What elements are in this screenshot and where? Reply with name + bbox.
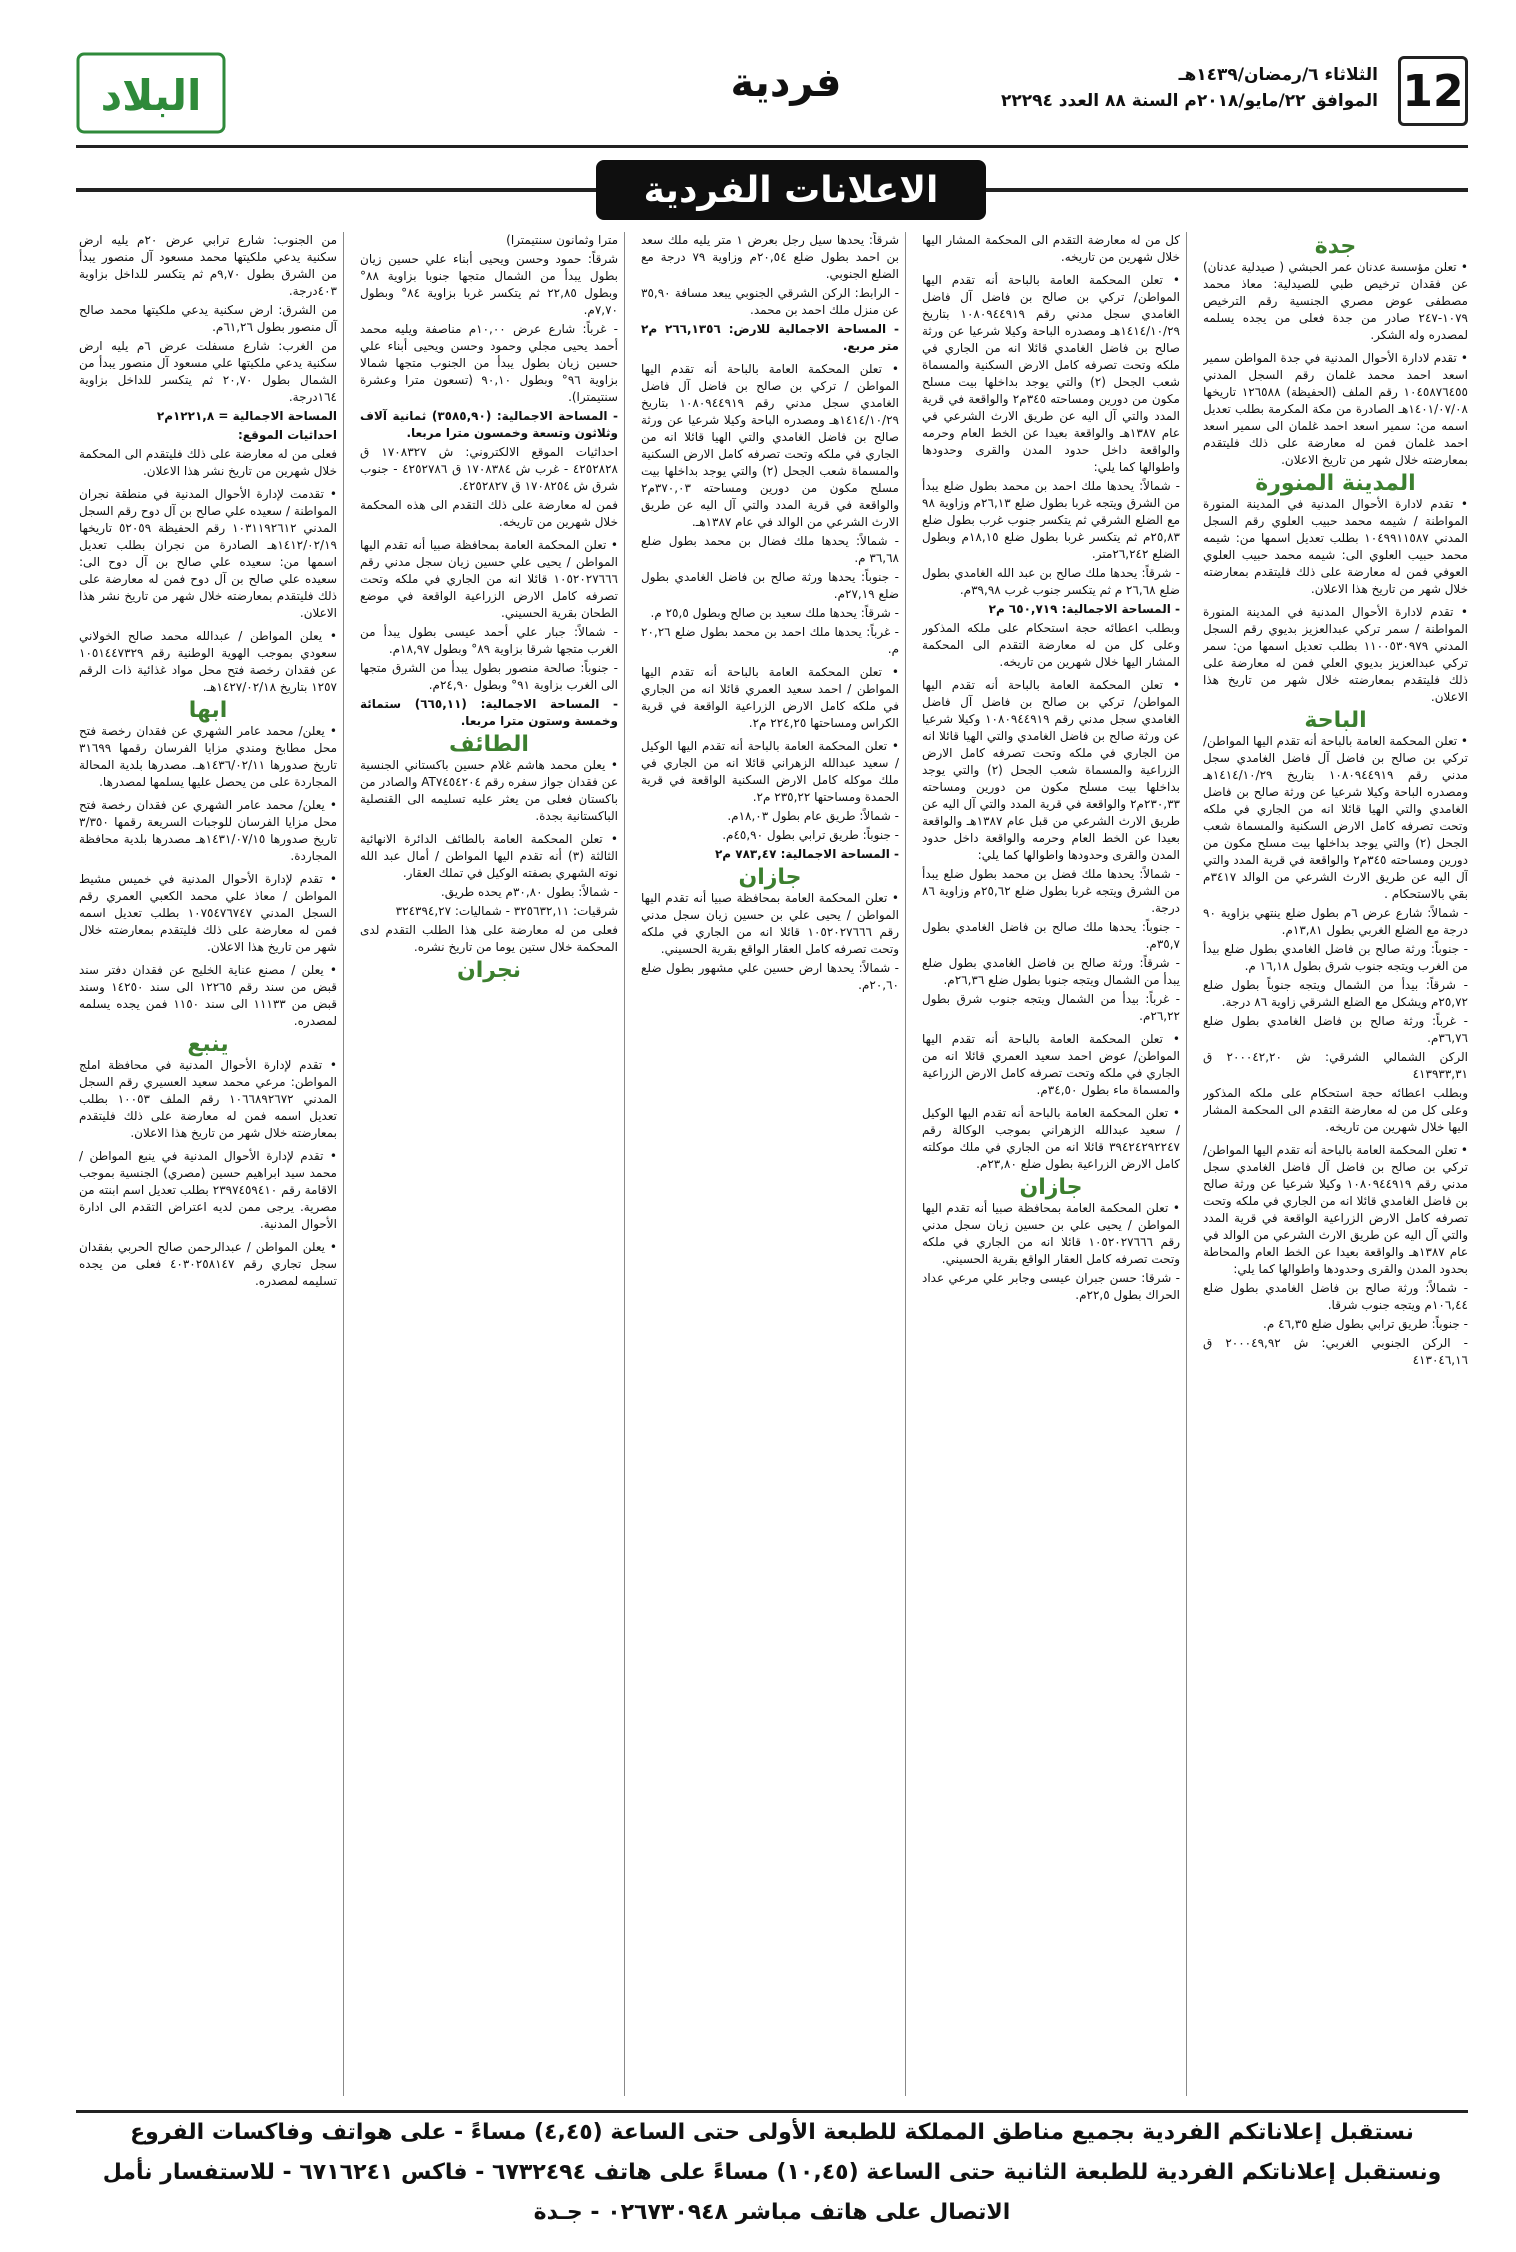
ad-text: - غرباً: شارع عرض ١٠,٠٠م مناصفة ويليه محمد أحمد يحيى مجلي وحمود وحسن ويحيى أبناء علي حسين زيان بطول يبدأ من الجنوب متجها شمالا بزاوية ٩٦° وبطول ٩٠,١٠ (تسعون مترا وعشرة سنتيمترا).: [360, 322, 619, 404]
ad-text: - جنوباً: صالحة منصور بطول يبدأ من الشرق متجها الى الغرب بزاوية ٩١° وبطول ٢٤,٩٠م.: [360, 661, 618, 692]
ad-text: • تقدمت لإدارة الأحوال المدنية في منطقة نجران المواطنة / سعيده علي صالح بن آل دوح رقم السجل المدني ١٠٣١١٩٢٦١٢ رقم الحفيظة ٥٢٠٥٩ تاريخها ١٤١٢/٠٢/١٩هـ الصادرة من نجران بطلب تعديل اسمها من: سعيده علي صالح بن آل دوح الى: سعيده علي صالح بن آل دوح فمن له معارضة على ذلك فليتقدم بمعارضته خلال شهر من تاريخ نشر هذا الاعلان.: [79, 487, 337, 620]
ad-coordinates-title: احداثيات الموقع:: [238, 428, 337, 442]
ad-item: [641, 664, 899, 732]
ad-text: - جنوباً: طريق ترابي بطول ضلع ٤٦,٣٥ م.: [1263, 1317, 1468, 1331]
ad-text: - شمالاً: يحدها ارض حسين علي مشهور بطول ضلع ٢٠,٦٠م.: [641, 961, 899, 992]
ad-text: - شمالاً: جبار علي أحمد عيسى بطول يبدأ من الغرب متجها شرقا بزاوية ٨٩° وبطول ١٨,٩٧م.: [360, 625, 618, 656]
ad-text: من الغرب: شارع مسفلت عرض ٦م يليه ارض سكنية يدعي ملكيتها علي مسعود آل منصور يبدأ من الشمال بطول ٢٠,٧٠ ثم يتكسر للداخل بزاوية ١٦٤درجة.: [79, 339, 337, 404]
ad-text: - شرقاً: يحدها ملك سعيد بن صالح وبطول ٢٥,٥ م.: [650, 606, 899, 620]
ad-text: من الجنوب: شارع ترابي عرض ٢٠م يليه ارض سكنية يدعي ملكيتها محمد مسعود آل منصور يبدأ من الشرق بطول ٩,٧٠م ثم يتكسر للداخل بزاوية ٤٠٣درجة.: [79, 233, 338, 298]
ad-item: [79, 1239, 337, 1290]
ad-item: [922, 1105, 1180, 1173]
ad-item: [79, 723, 337, 791]
ad-text: • يعلن / مصنع عناية الخليج عن فقدان دفتر سند قبض من سند رقم ١٢٢٦٥ الى سند ١٤٢٥٠ وسند قبض من ١١١٣٣ الى سند ١١٥٠ فمن يجده يسلمه لمصدره.: [79, 963, 337, 1028]
ad-item: [1203, 604, 1468, 706]
ad-coordinates: - الركن الجنوبي الغربي: ش ٢٠٠٠٤٩,٩٢ ق ٤١٣٠٤٦,١٦: [1203, 1336, 1468, 1367]
ad-text: - جنوباً: يحدها ورثة صالح بن فاضل الغامدي بطول ضلع ٢٧,١٩م.: [641, 570, 899, 601]
page-number: 12: [1398, 56, 1468, 126]
ad-area: - المساحة الاجمالية: (٦٦٥,١١) ستمائة وخمسة وستون مترا مربعا.: [360, 697, 618, 728]
logo-text: البلاد: [100, 71, 202, 120]
ad-text: - جنوباً: طريق ترابي بطول ٤٥,٩٠م.: [722, 828, 899, 842]
region-heading-jazan: جازان: [1019, 1175, 1083, 1200]
column-2: [922, 232, 1187, 2096]
ad-text: • تعلن المحكمة العامة بالباحة أنه تقدم اليها الوكيل / سعيد عبدالله الزهراني قائلا انه من الجاري في ملك موكله كامل الارض السكنية الواقعة في قرية الحمدة ومساحتها ٢٣٥,٢٢ م٢.: [641, 739, 899, 804]
footer-notice: [76, 2110, 1468, 2225]
ad-text: • تعلن المحكمة العامة بمحافظة صبيا أنه تقدم اليها المواطن / يحيى علي بن حسين زيان سجل مدني رقم ١٠٥٢٠٢٧٦٦٦ قائلا انه من الجاري في ملكه وتحت تصرفه كامل العقار الواقع بقرية الحسيني.: [922, 1201, 1180, 1266]
ad-item: [79, 871, 337, 956]
ad-item: [922, 1031, 1180, 1099]
ad-text: - شرقاً: ورثة صالح بن فاضل الغامدي بطول ضلع يبدأ من الشمال ويتجه جنوبا بطول ضلع ٢٦,٣٦م.: [922, 956, 1180, 987]
ad-text: فمن له معارضة على ذلك التقدم الى هذه المحكمة خلال شهرين من تاريخه.: [360, 498, 618, 529]
date-line: الثلاثاء ٦/رمضان/١٤٣٩هـ: [1178, 65, 1378, 85]
ad-text: • تعلن المحكمة العامة بالباحة أنه تقدم اليها المواطن/ تركي بن صالح بن فاضل آل فاضل الغامدي سجل مدني رقم ١٠٨٠٩٤٤٩١٩ بتاريخ ١٤١٤/١٠/٢٩هـ ومصدره الباحة وكيلا شرعيا عن ورثة صالح بن فاضل الغامدي والتي الهيا قائلا انه من الجاري في ملكه وتحت تصرفه كامل الارض السكنية والمسماة شعب الجحل (٢) والتي يوجد بداخلها بيت مسلح مكون من دورين ومساحته ٣٤٥م٢ والواقعة في قرية المدد والتي آل اليه عن طريق الارث الشرعي من الوالد ٣٤١٧م بقي بالاستحكام .: [1203, 734, 1468, 901]
ad-area: - المساحة الاجمالية: ٧٨٣,٤٧ م٢: [714, 847, 899, 861]
ad-text: • تعلن المحكمة العامة بالباحة أنه تقدم اليها المواطن/ تركي بن صالح بن فاضل آل فاضل الغامدي سجل مدني رقم ١٠٨٠٩٤٤٩١٩ وكيلا شرعيا عن ورثة صالح بن فاضل الغامدي قائلا انه من الجاري في ملكه وتحت تصرفه كامل الارض الزراعية الواقعة في قرية المدد والتي آل اليه عن طريق الارث الشرعي من الوالد في عام ١٣٨٧هـ والواقعة بعيدا عن الخط العام والمحاطة بحدود المدن والقرى وحدودها واطوالها كما يلي:: [1203, 1143, 1468, 1276]
column-5: [79, 232, 344, 2096]
ad-item: [360, 537, 618, 730]
footer-line-1: نستقبل إعلاناتكم الفردية بجميع مناطق المملكة للطبعة الأولى حتى الساعة (٤,٤٥) مساءً - على هواتف وفاكسات الفروع: [130, 2120, 1414, 2145]
ad-coordinates: احداثيات الموقع الالكتروني: ش ١٧٠٨٣٢٧ ق ٤٢٥٢٨٢٨ - غرب ش ١٧٠٨٣٨٤ ق ٤٢٥٢٧٨٦ - جنوب شرق ش ١٧٠٨٢٥٤ ق ٤٢٥٢٨٢٧.: [360, 445, 618, 493]
ad-text: • تعلن المحكمة العامة بالباحة أنه تقدم اليها الوكيل / سعيد عبدالله الزهراني بموجب الوكالة رقم ٣٩٤٢٤٢٩٢٢٤٧ قائلا انه من الجاري في ملك موكلته كامل الارض الزراعية بطول ضلع ٢٣,٨٠م.: [922, 1106, 1180, 1171]
newspaper-logo: [76, 48, 226, 138]
ad-text: - شرقاً: بيدأ من الشمال ويتجه جنوباً بطول ضلع ٢٥,٧٢م ويشكل مع الضلع الشرقي زاوية ٨٦ درجة.: [1203, 978, 1468, 1009]
masthead: [76, 48, 1468, 148]
ads-columns: [76, 232, 1468, 2096]
ad-text: - الرابط: الركن الشرقي الجنوبي يبعد مسافة ٣٥,٩٠ عن منزل ملك احمد بن محمد.: [641, 286, 899, 317]
ad-text: - شرقاً: يحدها ملك صالح بن عبد الله الغامدي بطول ضلع ٢٦,٦٨ م ثم يتكسر جنوب غرب ٣٩,٩٨م.: [922, 566, 1180, 597]
ad-text: فعلى من له معارضة على هذا الطلب التقدم لدى المحكمة خلال ستين يوما من تاريخ نشره.: [360, 923, 618, 954]
ad-text: - شمالاً: طريق عام بطول ١٨,٠٣م.: [727, 809, 899, 823]
ad-text: - غرباً: بيدأ من الشمال ويتجه جنوب شرق بطول ٢٦,٢٢م.: [922, 992, 1180, 1023]
banner-title: الاعلانات الفردية: [596, 160, 986, 220]
ad-text: من الشرق: ارض سكنية يدعي ملكيتها محمد صالح آل منصور بطول ٦١,٢٦م.: [79, 303, 337, 334]
region-heading-jazan-2: جازان: [738, 865, 802, 890]
ad-item: [360, 831, 618, 956]
footer-line-2: ونستقبل إعلاناتكم الفردية للطبعة الثانية حتى الساعة (١٠,٤٥) مساءً على هاتف ٦٧٣٢٤٩٤ - فاكس ٦٧١٦٢٤١ - للاستفسار نأمل الاتصال على هاتف مباشر ٠٢٦٧٣٠٩٤٨ - جـدة: [102, 2160, 1442, 2225]
ad-item: [641, 232, 899, 355]
ad-text: • يعلن محمد هاشم غلام حسين باكستاني الجنسية عن فقدان جواز سفره رقم AT٧٤٥٤٢٠٤ والصادر من باكستان فعلى من يعثر عليه تسليمه الى القنصلية الباكستانية بجدة.: [360, 758, 618, 823]
ad-item: [79, 1057, 337, 1142]
ad-text: - جنوباً: ورثة صالح بن فاضل الغامدي بطول ضلع بيدأ من الغرب ويتجه جنوب شرق بطول ١٦,١٨ م.: [1203, 942, 1468, 973]
ad-text: • تعلن مؤسسة عدنان عمر الحبشي ( صيدلية عدنان) عن فقدان ترخيص طبي للصيدلية: معاذ محمد مصطفى عوض مصري الجنسية رقم الترخيص ١٠٧٩-٢٤٧ صادر من جدة فعلى من يجده يسلمه لمصدره وله الشكر.: [1203, 260, 1468, 342]
ad-text: • تقدم لإدارة الأحوال المدنية في ينبع المواطن / محمد سيد ابراهيم حسين (مصري) الجنسية بموجب الاقامة رقم ٢٣٩٧٤٥٩٤١٠ بطلب تعديل اسم ابنته من مصرية. يرجى ممن لديه اعتراض التقدم الى ادارة الأحوال المدنية.: [79, 1149, 338, 1231]
ad-text: - جنوباً: يحدها ملك صالح بن فاضل الغامدي بطول ٣٥,٧م.: [922, 920, 1180, 951]
ad-area: - المساحة الاجمالية للارض: ٢٦٦,١٣٥٦ م٢ متر مربع.: [641, 322, 899, 353]
ad-text: • تعلن المحكمة العامة بالباحة أنه تقدم اليها المواطن / احمد سعيد العمري قائلا انه من الجاري في ملكه كامل الارض الزراعية الواقعة في قرية الكراس ومساحتها ٢٢٤,٢٥ م٢.: [641, 665, 899, 730]
ad-text: • تعلن المحكمة العامة بالباحة أنه تقدم اليها المواطن/ تركي بن صالح بن فاضل آل فاضل الغامدي سجل مدني رقم ١٠٨٠٩٤٤٩١٩ وكيلا شرعيا عن ورثة صالح بن فاضل الغامدي والتي الهيا قائلا انه من الجاري في ملكه وتحت تصرفه كامل الارض الزراعية والمسماة شعب الجحل (٢) والتي يوجد بداخلها بيت مسلح مكون من دورين ومساحته ٢٣٠,٣٣م٢ والواقعة في قرية المدد والتي آل اليه عن طريق الارث الشرعي من قبل عام ١٣٨٧هـ والواقعة بعيدا عن الخط العام وحرمه والواقعة داخل حدود المدن والقرى وحدودها واطوالها كما يلي:: [922, 678, 1180, 862]
region-heading-jeddah: جدة: [1314, 234, 1357, 259]
ad-text: • يعلن/ محمد عامر الشهري عن فقدان رخصة فتح محل مطابخ ومندي مزايا الفرسان رقمها ٣١٦٩٩ تاريخ صدورها ١٤٣٦/٠٢/١١هـ. مصدرها بلدية المحالة المجاردة على من يحصل عليها يسلمها لمصدرها.: [79, 724, 337, 789]
section-title: فردية: [730, 60, 842, 106]
column-3: [641, 232, 906, 2096]
ad-coordinates: الركن الشمالي الشرقي: ش ٢٠٠٠٤٢,٢٠ ق ٤١٣٩٣٣,٣١: [1203, 1050, 1468, 1081]
page-banner: [76, 160, 1468, 220]
ad-area: - المساحة الاجمالية: (٣٥٨٥,٩٠) ثمانية آلاف وثلاثون وتسعة وخمسون مترا مربعا.: [360, 409, 618, 440]
ad-text: - شمالاً: ورثة صالح بن فاضل الغامدي بطول ضلع ١٠٦,٤٤م ويتجه جنوب شرقا.: [1203, 1281, 1468, 1312]
ad-text: - شرقا: حسن جبران عيسى وجابر علي مرعي عداد الحراك بطول ٢٢,٥م.: [922, 1271, 1180, 1302]
region-heading-taif: الطائف: [449, 732, 529, 757]
ad-text: وبطلب اعطائه حجة استحكام على ملكه المذكور وعلى كل من له معارضة التقدم الى المحكمة المشار اليها خلال شهرين من تاريخه.: [922, 621, 1180, 669]
ad-text: • تقدم لادارة الأحوال المدنية في المدينة المنورة المواطنة / سمر تركي عبدالعزيز بديوي رقم السجل المدني ١١٠٠٥٣٠٩٧٩ بطلب تعديل اسمها من: سمر تركي عبدالعزيز بديوي العلي فمن له معارضة على ذلك فليتقدم بمعارضته خلال شهر من تاريخ هذا الاعلان.: [1203, 605, 1468, 704]
ad-text: • يعلن المواطن / عبدالله محمد صالح الخولاني سعودي بموجب الهوية الوطنية رقم ١٠٥١٤٤٧٣٢٩ عن فقدان رخصة فتح محل مواد غذائية ذات الرقم ١٢٥٧ بتاريخ ١٤٢٧/٠٢/١٨هـ.: [79, 629, 337, 694]
ad-text: كل من له معارضة التقدم الى المحكمة المشار اليها خلال شهرين من تاريخه.: [922, 233, 1180, 264]
ad-item: [79, 1148, 337, 1233]
ad-item: [1203, 733, 1468, 1136]
ad-text: شرقاً: حمود وحسن ويحيى أبناء علي حسين زيان بطول يبدأ من الشمال متجها جنوبا بزاوية ٨٨° وبطول ٢٢,٨٥ ثم يتكسر غربا بزاوية ٨٤° وبطول ٧,٧٠م.: [360, 252, 618, 317]
ad-item: [360, 232, 618, 531]
ad-item: [79, 232, 337, 480]
ad-text: • تعلن المحكمة العامة بالطائف الدائرة الانهائية الثالثة (٣) أنه تقدم اليها المواطن / أمال عبد الله نوته الشهري بصفته الوكيل في تملك العقار.: [360, 832, 618, 880]
ad-item: [79, 962, 337, 1030]
ad-item: [641, 361, 899, 658]
region-heading-madinah: المدينة المنورة: [1255, 471, 1416, 496]
ad-item: [1203, 259, 1468, 344]
ad-text: • تعلن المحكمة العامة بالباحة أنه تقدم اليها المواطن/ عوض احمد سعيد العمري قائلا انه من الجاري في ملكه وتحت تصرفه كامل الارض الزراعية والمسماة ماء بطول ٣٤,٥٠م.: [922, 1032, 1180, 1097]
ad-text: • تقدم لإدارة الأحوال المدنية في خميس مشيط المواطن / معاذ علي محمد الكعبي العمري رقم السجل المدني ١٠٧٥٤٧٦٧٤٧ بطلب تعديل اسمه فمن له معارضة على ذلك فليتقدم بمعارضته خلال شهر من تاريخ هذا الاعلان.: [79, 872, 337, 954]
ad-item: [922, 1200, 1180, 1304]
ad-text: - شمالاً: يحدها ملك فضال بن محمد بطول ضلع ٣٦,٦٨ م.: [641, 534, 899, 565]
ad-text: فعلى من له معارضة على ذلك فليتقدم الى المحكمة خلال شهرين من تاريخ نشر هذا الاعلان.: [79, 447, 337, 478]
ad-text: • تعلن المحكمة العامة بالباحة أنه تقدم اليها المواطن / تركي بن صالح بن فاضل آل فاضل الغامدي سجل مدني رقم ١٠٨٠٩٤٤٩١٩ بتاريخ ١٤١٤/١٠/٢٩هـ ومصدره الباحة وكيلا شرعيا عن ورثة صالح بن فاضل الغامدي والتي الهيا قائلا انه من الجاري في ملكه وتحت تصرفه كامل الارض السكنية والمسماة شعب الجحل (٢) والتي يوجد بداخلها بيت مسلح مكون من دورين ومساحته ٣٧٠,٠٣م٢ والواقعة في قرية المدد والتي آل اليه عن طريق الارث الشرعي من الوالد في عام ١٣٨٧هـ.: [641, 362, 899, 529]
ad-item: [922, 272, 1180, 671]
ad-text: • يعلن المواطن / عبدالرحمن صالح الحربي بفقدان سجل تجاري رقم ٤٠٣٠٢٥٨١٤٧ فعلى من يجده تسليمه لمصدره.: [79, 1240, 337, 1288]
ad-text: - شمالاً: بطول ٣٠,٨٠م يحده طريق.: [440, 885, 618, 899]
ad-text: وبطلب اعطائه حجة استحكام على ملكه المذكور وعلى كل من له معارضة التقدم الى المحكمة المشار اليها خلال شهرين من تاريخه.: [1203, 1086, 1468, 1134]
ad-text: • تقدم لادارة الأحوال المدنية في جدة المواطن سمير اسعد احمد محمد غلمان رقم السجل المدني ١٠٤٥٨٧٦٤٥٥ رقم الملف (الحفيظة) ١٢٦٥٨٨ تاريخها ١٤٠١/٠٧/٠٨هـ الصادرة من مكة المكرمة بطلب تعديل اسمه من: سمير اسعد احمد غلمان الى سمير اسعد احمد غلمان فمن له معارضة على ذلك فليتقدم بمعارضته خلال شهر من تاريخ الاعلان.: [1203, 351, 1468, 467]
ad-text: • تقدم لإدارة الأحوال المدنية في محافظة املج المواطن: مرعي محمد سعيد العسيري رقم السجل المدني ١٠٦٦٨٩٢٦٧٢ رقم الملف ١٠٠٥٣ بطلب تعديل اسمه فمن له معارضة على ذلك فليتقدم بمعارضته خلال شهر من تاريخ هذا الاعلان.: [79, 1058, 337, 1140]
ad-item: [1203, 496, 1468, 598]
ad-text: • تعلن المحكمة العامة بالباحة أنه تقدم اليها المواطن/ تركي بن صالح بن فاضل آل فاضل الغامدي سجل مدني رقم ١٠٨٠٩٤٤٩١٩ بتاريخ ١٤١٤/١٠/٢٩هـ ومصدره الباحة وكيلا شرعيا عن ورثة صالح بن فاضل الغامدي قائلا انه من الجاري في ملكه وتحت تصرفه كامل الارض السكنية والمسماة شعب الجحل (٢) والتي يوجد بداخلها بيت مسلح مكون من دورين ومساحته ٣٤٥م٢ والواقعة في قرية المدد والتي آل اليه عن طريق الارث الشرعي في عام ١٣٨٧هـ والواقعة بعيدا عن الخط العام وحرمه والواقعة داخل حدود المدن والقرى وحدودها واطوالها كما يلي:: [922, 273, 1181, 474]
ad-text: مترا وثمانون سنتيمترا): [506, 233, 618, 247]
region-heading-baha: الباحة: [1304, 708, 1367, 733]
ad-text: • تعلن المحكمة العامة بمحافظة صبيا أنه تقدم اليها المواطن / يحيى علي حسين زيان سجل مدني رقم ١٠٥٢٠٢٧٦٦٦ قائلا انه من الجاري في ملكه وتحت تصرفه كامل الارض الزراعية الواقعة في موضع الطحان بقرية الحسيني.: [360, 538, 618, 620]
column-1: [1203, 232, 1468, 2096]
ad-item: [1203, 1142, 1468, 1369]
ad-text: • يعلن/ محمد عامر الشهري عن فقدان رخصة فتح محل مزايا الفرسان للوجبات السريعة رقمها ٣/٣٥٠ تاريخ صدورها ١٤٣١/٠٧/١٥هـ مصدرها بلدية محافظة المجاردة.: [79, 798, 337, 863]
dateline: [1001, 62, 1378, 114]
ad-area: المساحة الاجمالية = ١٢٢١,٨م٢: [156, 409, 337, 423]
ad-item: [79, 797, 337, 865]
ad-text: - شمالاً: شارع عرض ٦م بطول ضلع ينتهي بزاوية ٩٠ درجة مع الضلع الغربي بطول ١٣,٨١م.: [1203, 906, 1468, 937]
ad-text: • تعلن المحكمة العامة بمحافظة صبيا أنه تقدم اليها المواطن / يحيى علي بن حسين زيان سجل مدني رقم ١٠٥٢٠٢٧٦٦٦ قائلا انه من الجاري في ملكه وتحت تصرفه كامل العقار الواقع بقرية الحسيني.: [641, 891, 899, 956]
region-heading-abha: ابها: [188, 698, 228, 723]
ad-item: [922, 232, 1180, 266]
ad-text: - غرباً: يحدها ملك احمد بن محمد بطول ضلع ٢٠,٢٦ م.: [641, 625, 899, 656]
ad-text: شرقاً: يحدها سيل رجل بعرض ١ متر يليه ملك سعد بن احمد بطول ضلع ٢٠,٥٤م وزاوية ٧٩ درجة مع الضلع الجنوبي.: [641, 233, 900, 281]
ad-item: [922, 677, 1180, 1025]
ad-item: [79, 628, 337, 696]
ad-coordinates: شرقيات: ٣٢٥٦٣٢,١١ - شماليات: ٣٢٤٣٩٤,٢٧: [395, 904, 618, 918]
region-heading-najran: نجران: [456, 958, 522, 983]
ad-item: [360, 757, 618, 825]
ad-item: [641, 738, 899, 863]
region-heading-yanbu: ينبع: [187, 1032, 229, 1057]
ad-item: [1203, 350, 1468, 469]
column-4: [360, 232, 625, 2096]
ad-text: - غرباً: ورثة صالح بن فاضل الغامدي بطول ضلع ٣٦,٧٦م.: [1203, 1014, 1468, 1045]
issue-line: الموافق ٢٢/مايو/٢٠١٨م السنة ٨٨ العدد ٢٢٢٩٤: [1000, 91, 1378, 111]
ad-area: - المساحة الاجمالية: ٦٥٠,٧١٩ م٢: [988, 602, 1180, 616]
ad-item: [641, 890, 899, 994]
ad-item: [79, 486, 337, 622]
ad-text: - شمالاً: يحدها ملك فضل بن محمد بطول ضلع يبدأ من الشرق ويتجه غربا بطول ضلع ٢٥,٦٢م وزاوية ٨٦ درجة.: [922, 867, 1180, 915]
ad-text: - شمالاً: يحدها ملك احمد بن محمد بطول ضلع يبدأ من الشرق ويتجه غربا بطول ضلع ٢٦,١٣م وزاوية ٩٨ مع الضلع الشرقي ثم يتكسر جنوب غرب بطول ضلع ٢٥,٨٣م ثم يتكسر غربا بطول ضلع ١٨,١٥م وبطول الضلع ٢٦,٢٤٢متر.: [922, 479, 1180, 561]
ad-text: • تقدم لادارة الأحوال المدنية في المدينة المنورة المواطنة / شيمه محمد حبيب العلوي رقم السجل المدني ١٠٤٩٩١١٥٨٧ بطلب تعديل اسمها من: شيمه محمد حبيب العلوي الى: شيمه محمد حبيب العلوي العوفي فمن له معارضة على ذلك فليتقدم بمعارضته خلال شهر من تاريخ هذا الاعلان.: [1203, 497, 1468, 596]
